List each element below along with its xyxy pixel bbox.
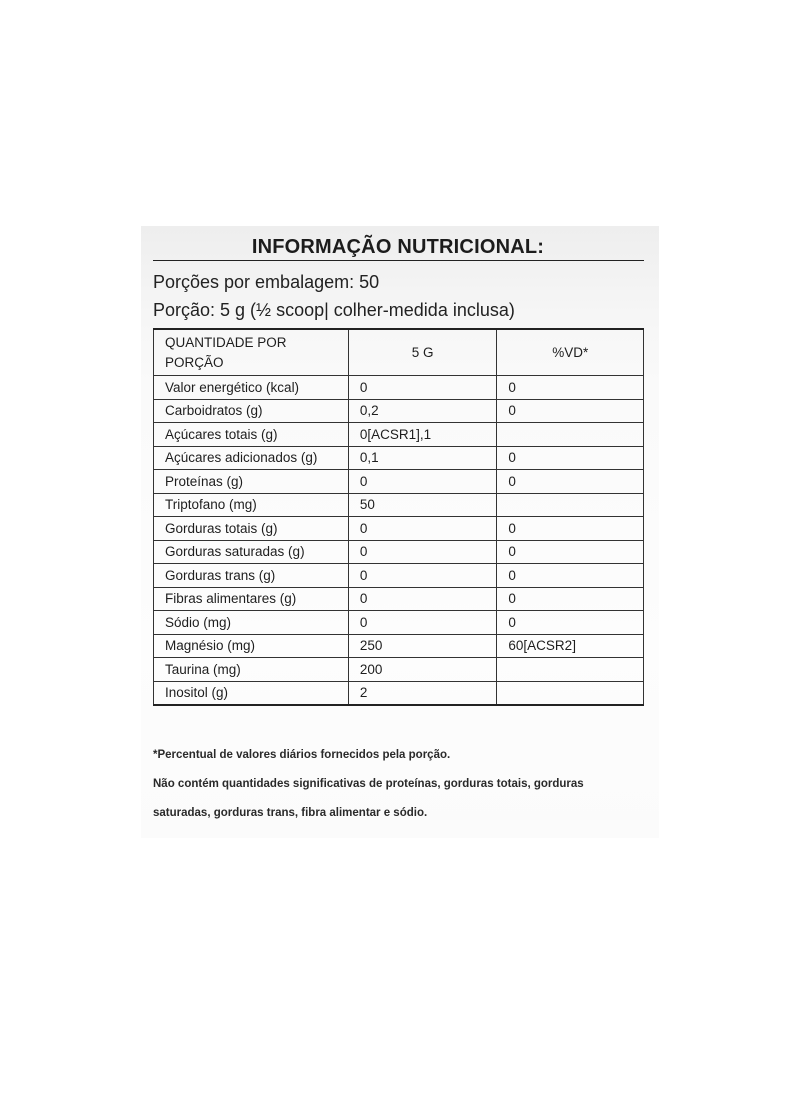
nutrient-amount: 50 <box>348 493 497 517</box>
footnote-daily-value: *Percentual de valores diários fornecidos pela porção. <box>153 749 451 761</box>
nutrient-name: Açúcares totais (g) <box>154 423 349 447</box>
nutrient-dv: 0 <box>497 376 644 400</box>
label-title: INFORMAÇÃO NUTRICIONAL: <box>251 236 545 258</box>
nutrient-amount: 0 <box>348 540 497 564</box>
table-row <box>154 681 644 705</box>
nutrient-dv <box>497 423 644 447</box>
nutrient-name: Gorduras saturadas (g) <box>154 540 349 564</box>
table-row <box>154 658 644 682</box>
nutrient-dv: 0 <box>497 470 644 494</box>
nutrient-dv <box>497 681 644 705</box>
nutrient-amount: 200 <box>348 658 497 682</box>
nutrient-amount: 0 <box>348 470 497 494</box>
nutrient-amount: 0,1 <box>348 446 497 470</box>
table-row <box>154 517 644 541</box>
table-row <box>154 470 644 494</box>
nutrient-name: Carboidratos (g) <box>154 399 349 423</box>
nutrient-name: Magnésio (mg) <box>154 634 349 658</box>
nutrient-dv: 0 <box>497 611 644 635</box>
title-divider <box>153 260 644 261</box>
nutrient-amount: 0 <box>348 587 497 611</box>
servings-per-package: Porções por embalagem: 50 <box>153 272 380 292</box>
nutrient-dv: 0 <box>497 587 644 611</box>
table-row <box>154 634 644 658</box>
table-row <box>154 540 644 564</box>
nutrient-dv: 0 <box>497 446 644 470</box>
nutrient-name: Valor energético (kcal) <box>154 376 349 400</box>
nutrient-name: Gorduras totais (g) <box>154 517 349 541</box>
nutrient-name: Triptofano (mg) <box>154 493 349 517</box>
nutrient-dv <box>497 493 644 517</box>
table-header-row <box>154 329 644 376</box>
nutrient-amount: 0[ACSR1],1 <box>348 423 497 447</box>
table-row <box>154 399 644 423</box>
serving-size: Porção: 5 g (½ scoop| colher-medida inclusa) <box>153 300 515 320</box>
nutrient-amount: 2 <box>348 681 497 705</box>
nutrient-name: Sódio (mg) <box>154 611 349 635</box>
header-amount: 5 G <box>348 329 497 376</box>
nutrient-dv: 0 <box>497 517 644 541</box>
nutrient-dv: 0 <box>497 399 644 423</box>
table-row <box>154 493 644 517</box>
nutrient-dv <box>497 658 644 682</box>
nutrient-amount: 0 <box>348 611 497 635</box>
table-row <box>154 587 644 611</box>
nutrient-dv: 0 <box>497 564 644 588</box>
nutrient-amount: 0 <box>348 376 497 400</box>
table-row <box>154 446 644 470</box>
footnote-insignificant-1: Não contém quantidades significativas de proteínas, gorduras totais, gorduras <box>153 778 584 790</box>
nutrient-name: Inositol (g) <box>154 681 349 705</box>
nutrient-name: Gorduras trans (g) <box>154 564 349 588</box>
table-row <box>154 611 644 635</box>
table-row <box>154 376 644 400</box>
nutrient-dv: 0 <box>497 540 644 564</box>
table-row <box>154 423 644 447</box>
nutrient-amount: 0 <box>348 517 497 541</box>
nutrient-name: Açúcares adicionados (g) <box>154 446 349 470</box>
header-quantity: QUANTIDADE POR PORÇÃO <box>154 329 349 376</box>
nutrition-label <box>141 226 659 838</box>
nutrient-dv: 60[ACSR2] <box>497 634 644 658</box>
nutrient-name: Proteínas (g) <box>154 470 349 494</box>
footnote-insignificant-2: saturadas, gorduras trans, fibra alimentar e sódio. <box>153 807 428 819</box>
nutrient-amount: 250 <box>348 634 497 658</box>
nutrition-table <box>153 328 644 706</box>
nutrient-name: Taurina (mg) <box>154 658 349 682</box>
nutrient-amount: 0,2 <box>348 399 497 423</box>
header-daily-value: %VD* <box>497 329 644 376</box>
nutrient-amount: 0 <box>348 564 497 588</box>
nutrient-name: Fibras alimentares (g) <box>154 587 349 611</box>
table-row <box>154 564 644 588</box>
